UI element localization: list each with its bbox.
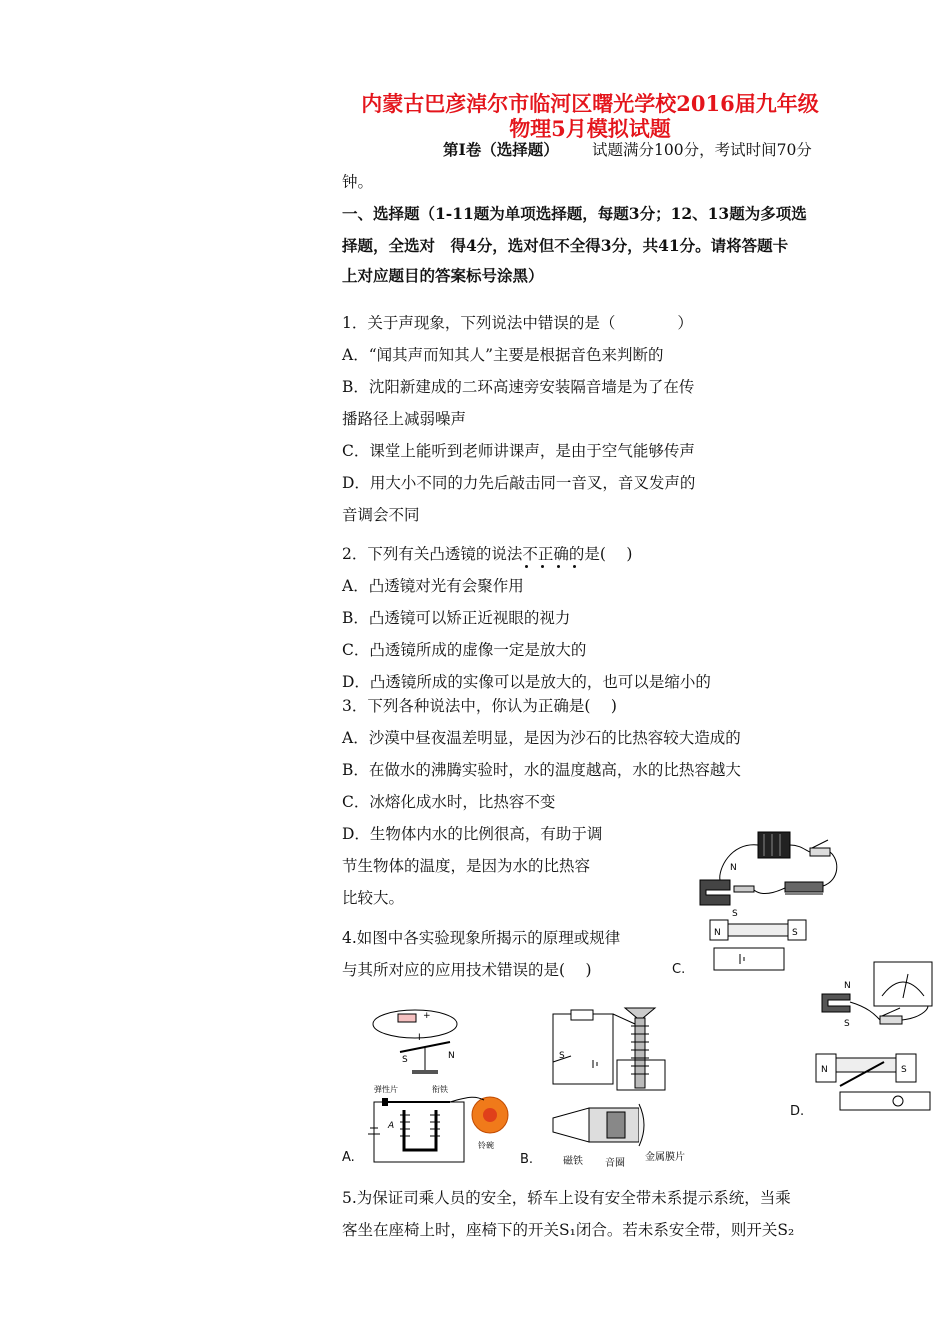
- q2-stem: 2．下列有关凸透镜的说法不正确的是( ): [342, 545, 633, 563]
- instructions-line1: 一、选择题（1-11题为单项选择题，每题3分；12、13题为多项选: [342, 204, 807, 223]
- figure-a-spring-label: 弹性片: [374, 1085, 398, 1094]
- figure-c-s-label: S: [732, 909, 738, 919]
- figure-a-s-label: S: [402, 1055, 408, 1065]
- svg-text:N: N: [714, 928, 721, 938]
- q1-option-d-line1: D．用大小不同的力先后敲击同一音叉，音叉发声的: [342, 474, 696, 492]
- section-label: 第Ⅰ卷（选择题）: [443, 140, 559, 159]
- figure-a-i-label: I: [418, 1033, 421, 1043]
- q3-option-c: C．冰熔化成水时，比热容不变: [342, 793, 556, 811]
- q1-option-d-line2: 音调会不同: [342, 506, 420, 524]
- svg-text:N: N: [821, 1065, 828, 1075]
- figure-b-diaphragm-label: 金属膜片: [645, 1152, 685, 1163]
- figure-d-n-label: N: [844, 981, 851, 991]
- emphasis-dot: [557, 565, 560, 568]
- document-title-line1: 内蒙古巴彦淖尔市临河区曙光学校2016届九年级: [361, 91, 819, 116]
- q2-option-a: A．凸透镜对光有会聚作用: [342, 577, 524, 595]
- q2-option-b: B．凸透镜可以矫正近视眼的视力: [342, 609, 571, 627]
- q4-stem-line2: 与其所对应的应用技术错误的是( ): [342, 961, 592, 979]
- instructions-line3: 上对应题目的答案标号涂黑）: [342, 266, 544, 285]
- figure-a-coil-label: A: [388, 1121, 395, 1131]
- q3-option-d-line1: D．生物体内水的比例很高，有助于调: [342, 825, 603, 843]
- q4-stem-line1: 4.如图中各实验现象所揭示的原理或规律: [342, 929, 621, 947]
- figure-a-electric-bell: [360, 1000, 520, 1170]
- figure-b-switch-label: S: [559, 1051, 565, 1061]
- figure-d-generator-circuit: [810, 958, 940, 1128]
- figure-a-label: A.: [342, 1150, 355, 1165]
- svg-text:+: +: [423, 1011, 431, 1021]
- figure-d-s-label: S: [844, 1019, 850, 1029]
- exam-info: 试题满分100分，考试时间70分: [592, 141, 812, 159]
- exam-info-cont: 钟。: [342, 173, 374, 191]
- q1-option-a: A．“闻其声而知其人”主要是根据音色来判断的: [342, 346, 664, 364]
- svg-text:S: S: [792, 928, 798, 938]
- q3-option-a: A．沙漠中昼夜温差明显，是因为沙石的比热容较大造成的: [342, 729, 741, 747]
- emphasis-dot: [541, 565, 544, 568]
- q3-option-b: B．在做水的沸腾实验时，水的温度越高，水的比热容越大: [342, 761, 741, 779]
- figure-a-n-label: N: [448, 1051, 455, 1061]
- emphasis-dot: [573, 565, 576, 568]
- figure-b-magnet-label: 磁铁: [563, 1156, 583, 1167]
- q2-option-d: D．凸透镜所成的实像可以是放大的，也可以是缩小的: [342, 673, 711, 691]
- figure-c-n-label: N: [730, 863, 737, 873]
- figure-b-microphone-circuit: [545, 1000, 725, 1170]
- document-title-line2: 物理5月模拟试题: [509, 116, 671, 141]
- q5-line2: 客坐在座椅上时，座椅下的开关S₁闭合。若未系安全带，则开关S₂: [342, 1221, 795, 1239]
- q5-line1: 5.为保证司乘人员的安全，轿车上设有安全带未系提示系统，当乘: [342, 1189, 791, 1207]
- figure-a-bell-label: 铃碗: [478, 1141, 494, 1150]
- figure-a-armature-label: 衔铁: [432, 1085, 448, 1094]
- q1-stem: 1．关于声现象，下列说法中错误的是（ ）: [342, 314, 693, 332]
- instructions-line2: 择题，全选对 得4分，选对但不全得3分，共41分。请将答题卡: [342, 236, 789, 255]
- figure-c-motor-circuit: [690, 820, 850, 980]
- figure-d-label: D.: [790, 1104, 805, 1119]
- q1-option-c: C．课堂上能听到老师讲课声，是由于空气能够传声: [342, 442, 695, 460]
- figure-b-label: B.: [520, 1152, 534, 1167]
- emphasis-dot: [525, 565, 528, 568]
- q1-option-b-line1: B．沈阳新建成的二环高速旁安装隔音墙是为了在传: [342, 378, 695, 396]
- q3-option-d-line3: 比较大。: [342, 889, 405, 907]
- q3-stem: 3．下列各种说法中，你认为正确是( ): [342, 697, 617, 715]
- q1-option-b-line2: 播路径上减弱噪声: [342, 410, 467, 428]
- figure-b-coil-label: 音圈: [605, 1158, 625, 1169]
- q2-option-c: C．凸透镜所成的虚像一定是放大的: [342, 641, 587, 659]
- q3-option-d-line2: 节生物体的温度，是因为水的比热容: [342, 857, 591, 875]
- svg-text:S: S: [901, 1065, 907, 1075]
- figure-c-label: C.: [672, 962, 686, 977]
